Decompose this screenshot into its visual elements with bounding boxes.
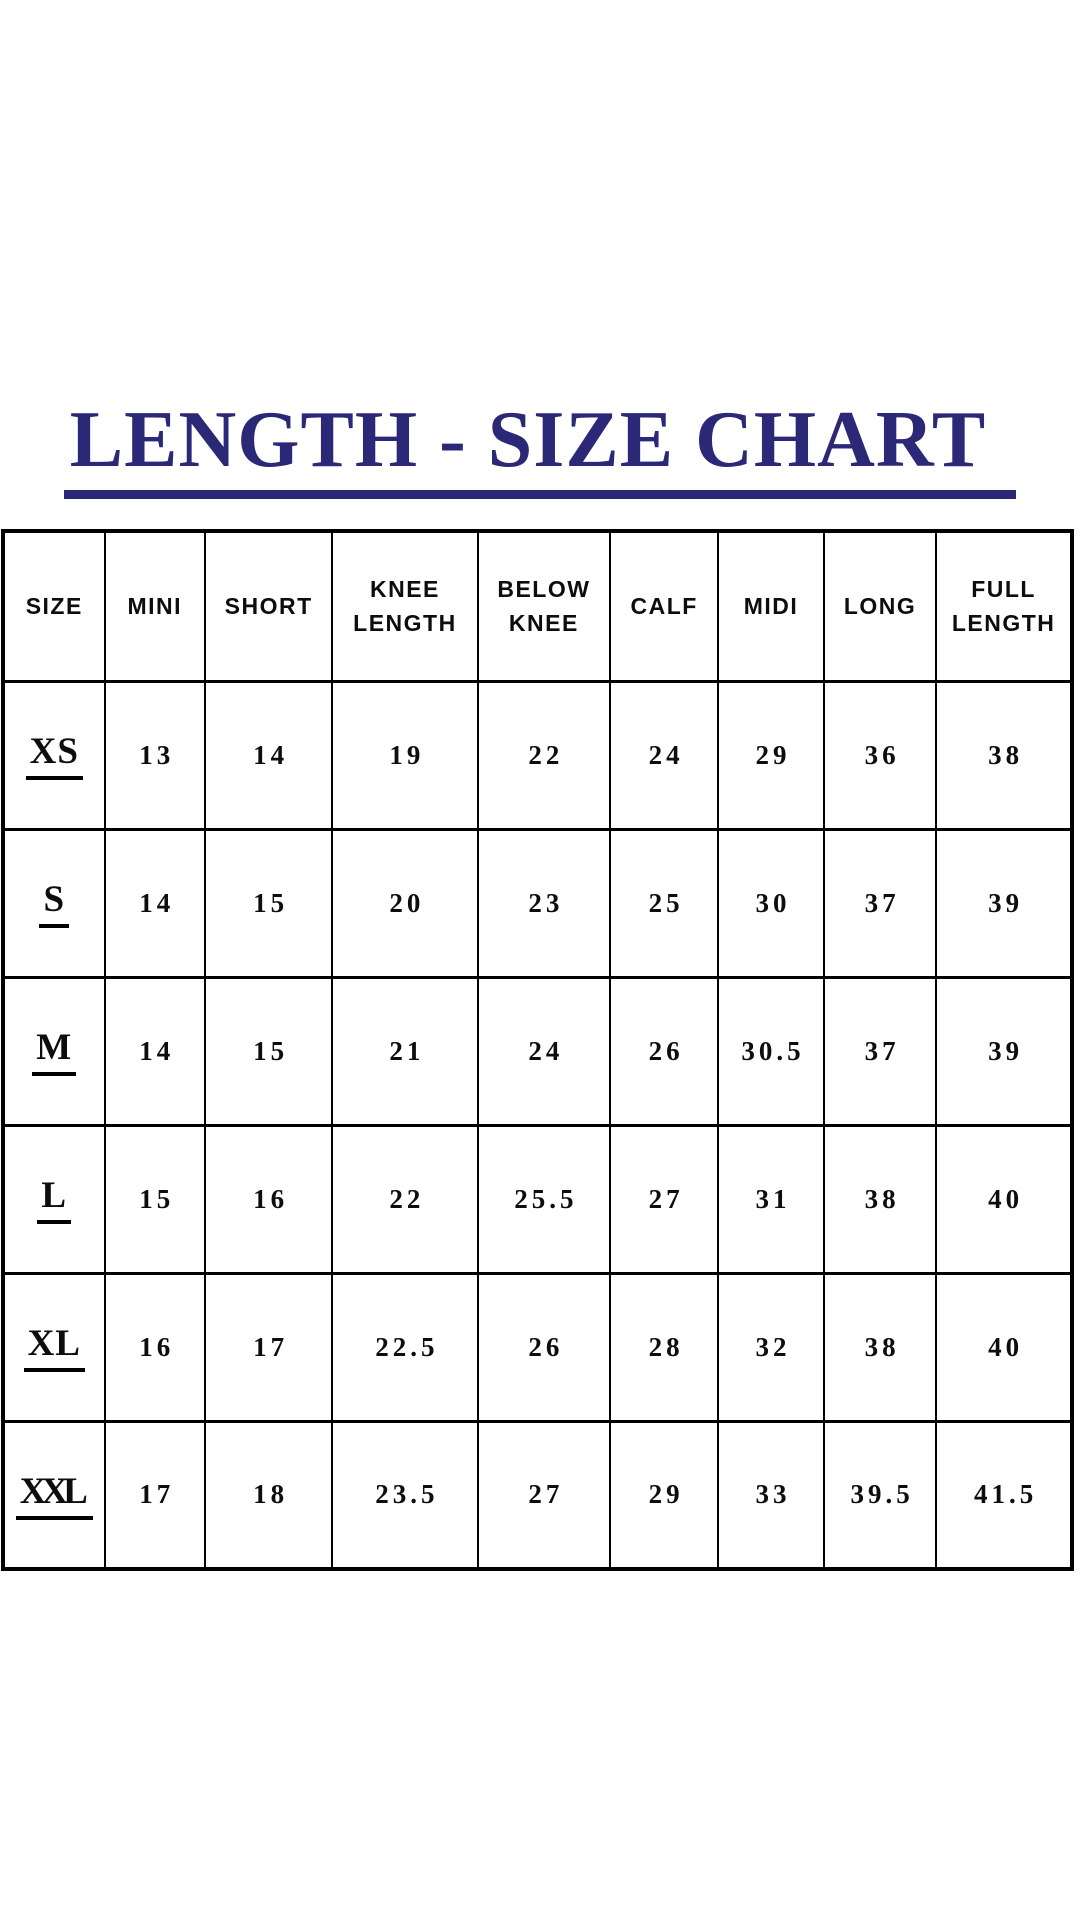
value-cell: 29 bbox=[610, 1421, 718, 1569]
value-cell: 16 bbox=[105, 1273, 205, 1421]
column-header-size: SIZE bbox=[3, 531, 105, 681]
size-label: S bbox=[39, 878, 69, 928]
value-cell: 32 bbox=[718, 1273, 824, 1421]
value-cell: 39 bbox=[936, 977, 1072, 1125]
value-cell: 38 bbox=[936, 681, 1072, 829]
column-header-short: SHORT bbox=[205, 531, 332, 681]
column-header-long: LONG bbox=[824, 531, 936, 681]
table-row-s bbox=[3, 829, 1072, 977]
value-cell: 15 bbox=[205, 977, 332, 1125]
value-cell: 25.5 bbox=[478, 1125, 611, 1273]
value-cell: 20 bbox=[332, 829, 477, 977]
column-header-midi: MIDI bbox=[718, 531, 824, 681]
value-cell: 15 bbox=[105, 1125, 205, 1273]
value-cell: 28 bbox=[610, 1273, 718, 1421]
size-cell bbox=[3, 1125, 105, 1273]
value-cell: 40 bbox=[936, 1273, 1072, 1421]
size-cell bbox=[3, 1421, 105, 1569]
value-cell: 23.5 bbox=[332, 1421, 477, 1569]
value-cell: 25 bbox=[610, 829, 718, 977]
value-cell: 37 bbox=[824, 829, 936, 977]
size-cell bbox=[3, 977, 105, 1125]
table-row-l bbox=[3, 1125, 1072, 1273]
value-cell: 15 bbox=[205, 829, 332, 977]
table-row-xs bbox=[3, 681, 1072, 829]
value-cell: 36 bbox=[824, 681, 936, 829]
table-header-row bbox=[3, 531, 1072, 681]
value-cell: 38 bbox=[824, 1125, 936, 1273]
value-cell: 26 bbox=[478, 1273, 611, 1421]
value-cell: 24 bbox=[478, 977, 611, 1125]
value-cell: 23 bbox=[478, 829, 611, 977]
value-cell: 38 bbox=[824, 1273, 936, 1421]
value-cell: 27 bbox=[478, 1421, 611, 1569]
value-cell: 37 bbox=[824, 977, 936, 1125]
value-cell: 13 bbox=[105, 681, 205, 829]
table-row-xl bbox=[3, 1273, 1072, 1421]
value-cell: 19 bbox=[332, 681, 477, 829]
value-cell: 27 bbox=[610, 1125, 718, 1273]
value-cell: 14 bbox=[105, 977, 205, 1125]
size-label: L bbox=[37, 1174, 71, 1224]
value-cell: 33 bbox=[718, 1421, 824, 1569]
column-header-full-length: FULL LENGTH bbox=[936, 531, 1072, 681]
size-cell bbox=[3, 1273, 105, 1421]
value-cell: 18 bbox=[205, 1421, 332, 1569]
size-label: XS bbox=[26, 730, 83, 780]
value-cell: 30.5 bbox=[718, 977, 824, 1125]
table-row-xxl bbox=[3, 1421, 1072, 1569]
value-cell: 26 bbox=[610, 977, 718, 1125]
column-header-knee-length: KNEE LENGTH bbox=[332, 531, 477, 681]
value-cell: 16 bbox=[205, 1125, 332, 1273]
size-label: XXL bbox=[16, 1470, 93, 1520]
value-cell: 40 bbox=[936, 1125, 1072, 1273]
column-header-mini: MINI bbox=[105, 531, 205, 681]
value-cell: 39 bbox=[936, 829, 1072, 977]
value-cell: 17 bbox=[105, 1421, 205, 1569]
page-title bbox=[0, 396, 1080, 499]
size-label: M bbox=[32, 1026, 76, 1076]
size-cell bbox=[3, 681, 105, 829]
value-cell: 41.5 bbox=[936, 1421, 1072, 1569]
value-cell: 22 bbox=[332, 1125, 477, 1273]
size-label: XL bbox=[24, 1322, 85, 1372]
size-cell bbox=[3, 829, 105, 977]
value-cell: 24 bbox=[610, 681, 718, 829]
size-chart-table bbox=[1, 529, 1074, 1571]
column-header-below-knee: BELOW KNEE bbox=[478, 531, 611, 681]
value-cell: 30 bbox=[718, 829, 824, 977]
value-cell: 31 bbox=[718, 1125, 824, 1273]
value-cell: 22.5 bbox=[332, 1273, 477, 1421]
value-cell: 14 bbox=[105, 829, 205, 977]
value-cell: 21 bbox=[332, 977, 477, 1125]
table-row-m bbox=[3, 977, 1072, 1125]
value-cell: 17 bbox=[205, 1273, 332, 1421]
value-cell: 14 bbox=[205, 681, 332, 829]
value-cell: 29 bbox=[718, 681, 824, 829]
value-cell: 39.5 bbox=[824, 1421, 936, 1569]
page-title-text: LENGTH - SIZE CHART bbox=[64, 400, 1016, 499]
value-cell: 22 bbox=[478, 681, 611, 829]
column-header-calf: CALF bbox=[610, 531, 718, 681]
